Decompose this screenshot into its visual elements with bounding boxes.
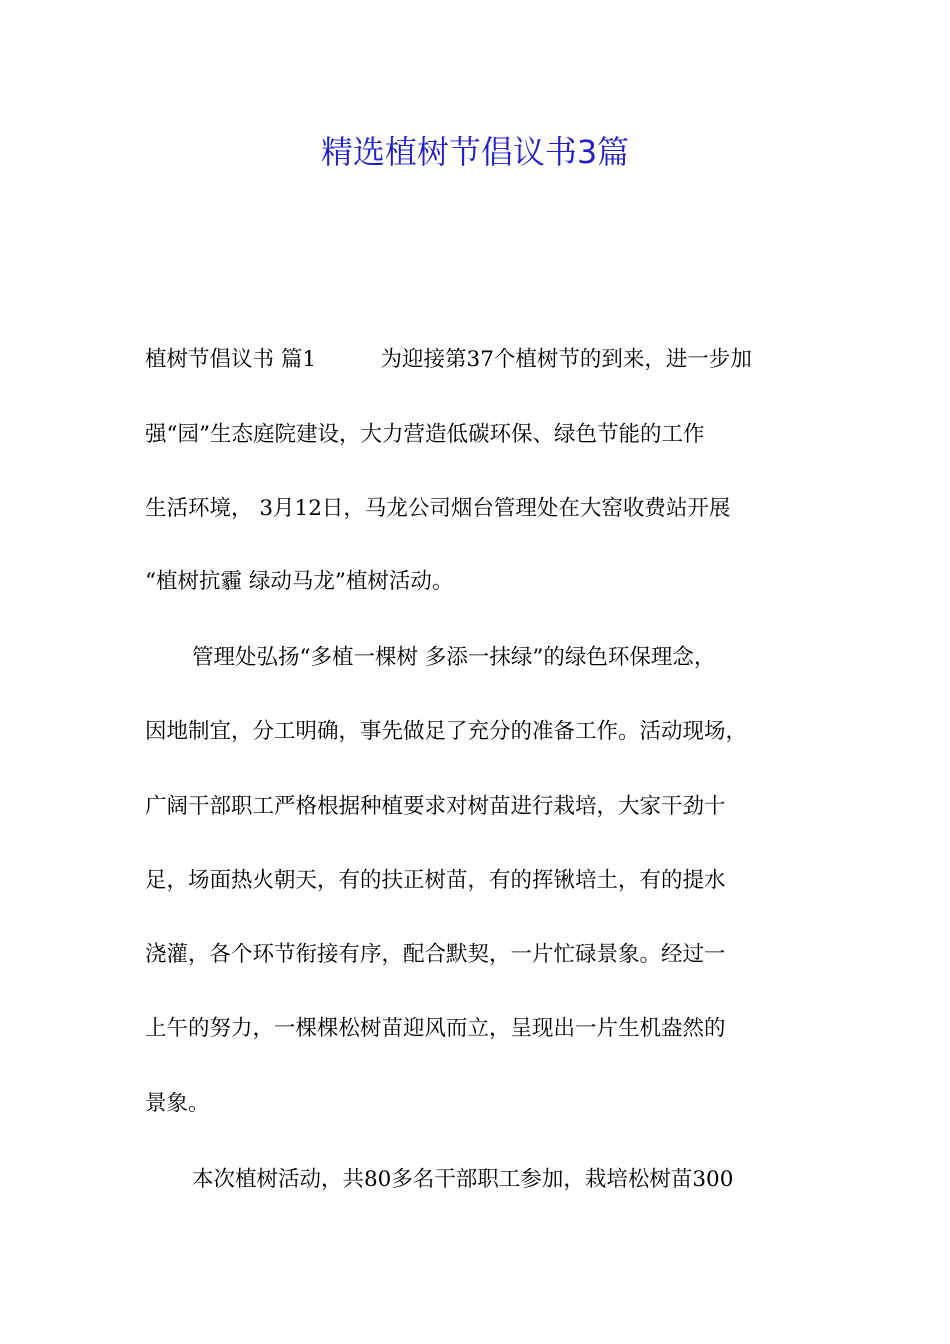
paragraph-line-8: 足，场面热火朝天，有的扶正树苗，有的挥锹培土，有的提水 — [145, 868, 726, 893]
paragraph-line-2: 强“园”生态庭院建设，大力营造低碳环保、绿色节能的工作 — [145, 422, 705, 447]
paragraph-line-6: 因地制宜，分工明确，事先做足了充分的准备工作。活动现场， — [145, 719, 748, 744]
paragraph-line-4: “植树抗霾 绿动马龙”植树活动。 — [145, 569, 454, 594]
paragraph-line-10: 上午的努力，一棵棵松树苗迎风而立，呈现出一片生机盎然的 — [145, 1016, 726, 1041]
paragraph-line-3: 生活环境， 3月12日，马龙公司烟台管理处在大窑收费站开展 — [145, 496, 731, 521]
paragraph-line-9: 浇灌，各个环节衔接有序，配合默契，一片忙碌景象。经过一 — [145, 942, 726, 967]
paragraph-line-7: 广阔干部职工严格根据种植要求对树苗进行栽培，大家干劲十 — [145, 794, 726, 819]
paragraph-line-11: 景象。 — [145, 1091, 210, 1116]
paragraph-line-12: 本次植树活动，共80多名干部职工参加，栽培松树苗300 — [192, 1167, 734, 1192]
paragraph-line-1: 植树节倡议书 篇1 为迎接第37个植树节的到来，进一步加 — [145, 347, 752, 372]
document-title: 精选植树节倡议书3篇 — [320, 133, 630, 171]
paragraph-line-5: 管理处弘扬“多植一棵树 多添一抹绿”的绿色环保理念， — [192, 645, 716, 670]
